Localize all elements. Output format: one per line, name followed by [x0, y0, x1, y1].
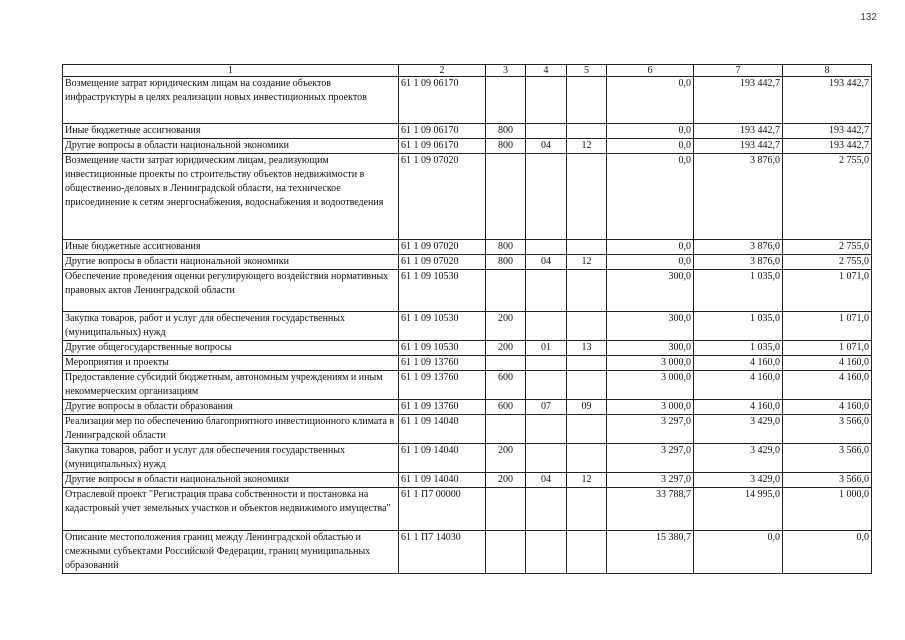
column-header: 5 — [567, 65, 607, 77]
expense-type-cell — [486, 531, 526, 574]
section-cell — [526, 415, 567, 444]
amount-col6-cell: 0,0 — [607, 139, 694, 154]
section-cell — [526, 488, 567, 531]
column-header: 4 — [526, 65, 567, 77]
target-code-cell: 61 1 09 14040 — [399, 444, 486, 473]
target-code-cell: 61 1 09 13760 — [399, 356, 486, 371]
amount-col7-cell: 4 160,0 — [694, 400, 783, 415]
amount-col6-cell: 15 380,7 — [607, 531, 694, 574]
target-code-cell: 61 1 П7 00000 — [399, 488, 486, 531]
amount-col6-cell: 3 000,0 — [607, 371, 694, 400]
table-row — [63, 240, 872, 255]
table-row — [63, 444, 872, 473]
subsection-cell — [567, 356, 607, 371]
amount-col6-cell: 0,0 — [607, 154, 694, 240]
item-name-cell: Предоставление субсидий бюджетным, автономным учреждениям и иным некоммерческим организациям — [63, 371, 399, 400]
item-name-cell: Другие вопросы в области национальной экономики — [63, 473, 399, 488]
subsection-cell: 12 — [567, 139, 607, 154]
column-header: 3 — [486, 65, 526, 77]
amount-col7-cell: 4 160,0 — [694, 356, 783, 371]
amount-col7-cell: 3 429,0 — [694, 444, 783, 473]
section-cell: 04 — [526, 255, 567, 270]
section-cell: 04 — [526, 139, 567, 154]
amount-col7-cell: 193 442,7 — [694, 124, 783, 139]
subsection-cell: 13 — [567, 341, 607, 356]
subsection-cell — [567, 371, 607, 400]
item-name-cell: Иные бюджетные ассигнования — [63, 124, 399, 139]
amount-col8-cell: 2 755,0 — [783, 154, 872, 240]
target-code-cell: 61 1 09 14040 — [399, 473, 486, 488]
page-number: 132 — [860, 12, 877, 23]
item-name-cell: Возмещение части затрат юридическим лицам, реализующим инвестиционные проекты по строительству объектов недвижимости в общественно-деловых в Ленинградской области, на техническое присоединение к сетям энергоснабжения, водоснабжения и водоотведения — [63, 154, 399, 240]
target-code-cell: 61 1 09 06170 — [399, 77, 486, 124]
amount-col8-cell: 3 566,0 — [783, 444, 872, 473]
amount-col8-cell: 2 755,0 — [783, 240, 872, 255]
expense-type-cell — [486, 415, 526, 444]
table-row — [63, 270, 872, 312]
table-row — [63, 415, 872, 444]
expense-type-cell: 200 — [486, 444, 526, 473]
expense-type-cell: 200 — [486, 473, 526, 488]
amount-col8-cell: 3 566,0 — [783, 415, 872, 444]
amount-col6-cell: 3 000,0 — [607, 400, 694, 415]
item-name-cell: Закупка товаров, работ и услуг для обеспечения государственных (муниципальных) нужд — [63, 444, 399, 473]
amount-col8-cell: 193 442,7 — [783, 124, 872, 139]
amount-col6-cell: 33 788,7 — [607, 488, 694, 531]
section-cell — [526, 371, 567, 400]
table-row — [63, 255, 872, 270]
expense-type-cell: 200 — [486, 312, 526, 341]
subsection-cell: 12 — [567, 255, 607, 270]
subsection-cell — [567, 270, 607, 312]
column-header: 6 — [607, 65, 694, 77]
section-cell — [526, 240, 567, 255]
item-name-cell: Обеспечение проведения оценки регулирующего воздействия нормативных правовых актов Ленинградской области — [63, 270, 399, 312]
section-cell — [526, 77, 567, 124]
item-name-cell: Другие вопросы в области образования — [63, 400, 399, 415]
expense-type-cell: 800 — [486, 124, 526, 139]
amount-col8-cell: 4 160,0 — [783, 400, 872, 415]
table-row — [63, 154, 872, 240]
item-name-cell: Реализация мер по обеспечению благоприятного инвестиционного климата в Ленинградской области — [63, 415, 399, 444]
amount-col8-cell: 1 071,0 — [783, 270, 872, 312]
expense-type-cell: 600 — [486, 371, 526, 400]
subsection-cell — [567, 240, 607, 255]
expense-type-cell — [486, 77, 526, 124]
item-name-cell: Мероприятия и проекты — [63, 356, 399, 371]
target-code-cell: 61 1 09 13760 — [399, 371, 486, 400]
section-cell: 04 — [526, 473, 567, 488]
subsection-cell — [567, 444, 607, 473]
target-code-cell: 61 1 09 07020 — [399, 255, 486, 270]
amount-col8-cell: 193 442,7 — [783, 77, 872, 124]
subsection-cell — [567, 154, 607, 240]
amount-col7-cell: 3 876,0 — [694, 240, 783, 255]
expense-type-cell — [486, 356, 526, 371]
subsection-cell — [567, 77, 607, 124]
amount-col8-cell: 1 000,0 — [783, 488, 872, 531]
amount-col6-cell: 3 297,0 — [607, 444, 694, 473]
item-name-cell: Другие вопросы в области национальной экономики — [63, 139, 399, 154]
amount-col6-cell: 0,0 — [607, 77, 694, 124]
section-cell — [526, 356, 567, 371]
amount-col6-cell: 300,0 — [607, 312, 694, 341]
amount-col6-cell: 3 297,0 — [607, 415, 694, 444]
column-header: 8 — [783, 65, 872, 77]
section-cell — [526, 312, 567, 341]
subsection-cell: 09 — [567, 400, 607, 415]
target-code-cell: 61 1 09 06170 — [399, 124, 486, 139]
table-body — [63, 77, 872, 574]
column-header: 2 — [399, 65, 486, 77]
target-code-cell: 61 1 09 07020 — [399, 240, 486, 255]
item-name-cell: Возмещение затрат юридическим лицам на создание объектов инфраструктуры в целях реализации новых инвестиционных проектов — [63, 77, 399, 124]
expense-type-cell: 600 — [486, 400, 526, 415]
expense-type-cell: 800 — [486, 255, 526, 270]
table-row — [63, 531, 872, 574]
amount-col8-cell: 193 442,7 — [783, 139, 872, 154]
table-row — [63, 400, 872, 415]
target-code-cell: 61 1 09 07020 — [399, 154, 486, 240]
amount-col6-cell: 300,0 — [607, 341, 694, 356]
amount-col7-cell: 3 429,0 — [694, 415, 783, 444]
item-name-cell: Другие вопросы в области национальной экономики — [63, 255, 399, 270]
section-cell — [526, 154, 567, 240]
section-cell: 01 — [526, 341, 567, 356]
column-header: 7 — [694, 65, 783, 77]
target-code-cell: 61 1 09 10530 — [399, 270, 486, 312]
amount-col7-cell: 1 035,0 — [694, 312, 783, 341]
target-code-cell: 61 1 П7 14030 — [399, 531, 486, 574]
expense-type-cell: 800 — [486, 240, 526, 255]
amount-col6-cell: 3 297,0 — [607, 473, 694, 488]
table-row — [63, 124, 872, 139]
item-name-cell: Отраслевой проект "Регистрация права собственности и постановка на кадастровый учет земельных участков и объектов недвижимого имущества" — [63, 488, 399, 531]
amount-col8-cell: 4 160,0 — [783, 371, 872, 400]
table-header — [63, 65, 872, 77]
table-row — [63, 139, 872, 154]
amount-col8-cell: 3 566,0 — [783, 473, 872, 488]
subsection-cell: 12 — [567, 473, 607, 488]
item-name-cell: Другие общегосударственные вопросы — [63, 341, 399, 356]
table-row — [63, 371, 872, 400]
subsection-cell — [567, 488, 607, 531]
table-row — [63, 341, 872, 356]
expense-type-cell — [486, 270, 526, 312]
amount-col7-cell: 1 035,0 — [694, 341, 783, 356]
subsection-cell — [567, 415, 607, 444]
section-cell — [526, 531, 567, 574]
expense-type-cell — [486, 154, 526, 240]
item-name-cell: Описание местоположения границ между Ленинградской областью и смежными субъектами Российской Федерации, границ муниципальных образований — [63, 531, 399, 574]
amount-col8-cell: 1 071,0 — [783, 341, 872, 356]
item-name-cell: Иные бюджетные ассигнования — [63, 240, 399, 255]
subsection-cell — [567, 531, 607, 574]
subsection-cell — [567, 312, 607, 341]
amount-col7-cell: 4 160,0 — [694, 371, 783, 400]
section-cell: 07 — [526, 400, 567, 415]
table-row — [63, 488, 872, 531]
section-cell — [526, 124, 567, 139]
item-name-cell: Закупка товаров, работ и услуг для обеспечения государственных (муниципальных) нужд — [63, 312, 399, 341]
budget-table — [62, 64, 872, 574]
amount-col8-cell: 0,0 — [783, 531, 872, 574]
amount-col7-cell: 3 429,0 — [694, 473, 783, 488]
subsection-cell — [567, 124, 607, 139]
amount-col6-cell: 0,0 — [607, 240, 694, 255]
column-header: 1 — [63, 65, 399, 77]
target-code-cell: 61 1 09 10530 — [399, 341, 486, 356]
amount-col7-cell: 193 442,7 — [694, 77, 783, 124]
target-code-cell: 61 1 09 10530 — [399, 312, 486, 341]
amount-col7-cell: 14 995,0 — [694, 488, 783, 531]
amount-col8-cell: 1 071,0 — [783, 312, 872, 341]
table-row — [63, 77, 872, 124]
table-row — [63, 473, 872, 488]
amount-col6-cell: 0,0 — [607, 255, 694, 270]
amount-col7-cell: 3 876,0 — [694, 255, 783, 270]
target-code-cell: 61 1 09 14040 — [399, 415, 486, 444]
column-numbers-row — [63, 65, 872, 77]
amount-col8-cell: 4 160,0 — [783, 356, 872, 371]
amount-col7-cell: 3 876,0 — [694, 154, 783, 240]
section-cell — [526, 270, 567, 312]
amount-col6-cell: 3 000,0 — [607, 356, 694, 371]
section-cell — [526, 444, 567, 473]
amount-col7-cell: 0,0 — [694, 531, 783, 574]
target-code-cell: 61 1 09 06170 — [399, 139, 486, 154]
amount-col6-cell: 300,0 — [607, 270, 694, 312]
amount-col8-cell: 2 755,0 — [783, 255, 872, 270]
table-row — [63, 356, 872, 371]
amount-col7-cell: 193 442,7 — [694, 139, 783, 154]
expense-type-cell: 800 — [486, 139, 526, 154]
table-row — [63, 312, 872, 341]
amount-col7-cell: 1 035,0 — [694, 270, 783, 312]
expense-type-cell: 200 — [486, 341, 526, 356]
amount-col6-cell: 0,0 — [607, 124, 694, 139]
expense-type-cell — [486, 488, 526, 531]
target-code-cell: 61 1 09 13760 — [399, 400, 486, 415]
